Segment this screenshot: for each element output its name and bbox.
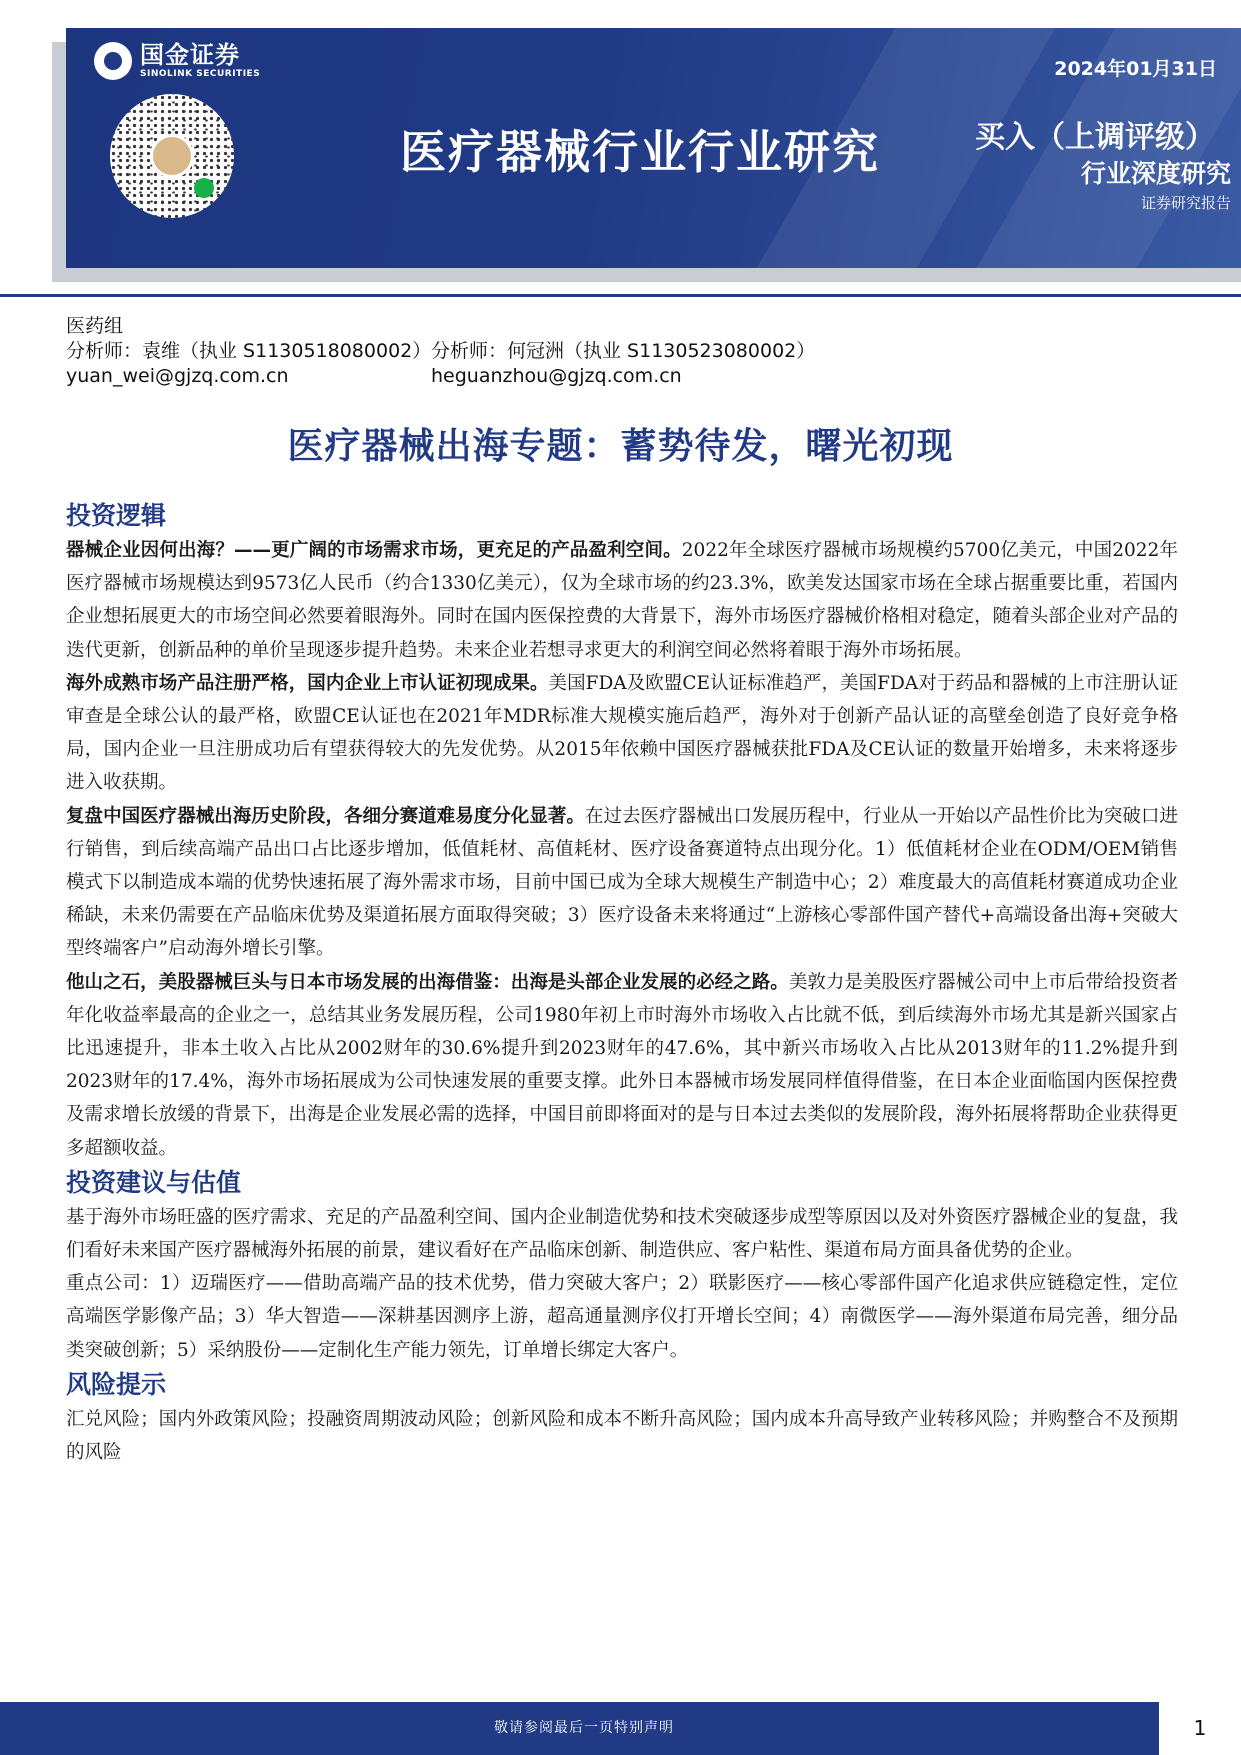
analyst-2: 分析师：何冠洲（执业 S1130523080002） (431, 340, 816, 362)
logic-paragraph-1 (66, 534, 1178, 667)
document-title: 医疗器械出海专题：蓄势待发，曙光初现 (287, 426, 954, 467)
header-divider (0, 294, 1241, 297)
logic-p2-body: 美国FDA及欧盟CE认证标准趋严，美国FDA对于药品和器械的上市注册认证审查是全球公认的最严格，欧盟CE认证也在2021年MDR标准大规模实施后趋严，海外对于创新产品认证的高壁垒创造了良好竞争格局，国内企业一旦注册成功后有望获得较大的先发优势。从2015年依赖中国医疗器械获批FDA及CE认证的数量开始增多，未来将逐步进入收获期。 (66, 672, 1178, 794)
page-number: 1 (1193, 1716, 1207, 1740)
risk-paragraph: 汇兑风险；国内外政策风险；投融资周期波动风险；创新风险和成本不断升高风险；国内成本升高导致产业转移风险；并购整合不及预期的风险 (66, 1408, 1178, 1464)
logo-mark-icon (94, 42, 132, 80)
industry-title: 医疗器械行业行业研究 (400, 125, 880, 179)
report-category: 证券研究报告 (1140, 194, 1231, 212)
logic-p3-body: 在过去医疗器械出口发展历程中，行业从一开始以产品性价比为突破口进行销售，到后续高端产品出口占比逐步增加，低值耗材、高值耗材、医疗设备赛道特点出现分化。1）低值耗材企业在ODM/OEM销售模式下以制造成本端的优势快速拓展了海外需求市场，目前中国已成为全球大规模生产制造中心；2）难度最大的高值耗材赛道成功企业稀缺，未来仍需要在产品临床优势及渠道拓展方面取得突破；3）医疗设备未来将通过“上游核心零部件国产替代+高端设备出海+突破大型终端客户”启动海外增长引擎。 (66, 805, 1178, 960)
logo-name-cn: 国金证券 (140, 41, 240, 69)
section-heading-advice: 投资建议与估值 (66, 1167, 242, 1197)
analyst-1: 分析师：袁维（执业 S1130518080002） (66, 340, 432, 362)
company-logo (94, 42, 260, 80)
rating-label: 买入（上调评级） (975, 120, 1215, 155)
report-date: 2024年01月31日 (1054, 58, 1217, 80)
team-name: 医药组 (66, 315, 124, 337)
logo-name-en: SINOLINK SECURITIES (140, 69, 261, 79)
logic-paragraph-3 (66, 800, 1178, 966)
logic-p4-lead: 他山之石，美股器械巨头与日本市场发展的出海借鉴：出海是头部企业发展的必经之路。 (66, 971, 789, 993)
logic-p3-lead: 复盘中国医疗器械出海历史阶段，各细分赛道难易度分化显著。 (66, 805, 585, 827)
advice-paragraph-1: 基于海外市场旺盛的医疗需求、充足的产品盈利空间、国内企业制造优势和技术突破逐步成型等原因以及对外资医疗器械企业的复盘，我们看好未来国产医疗器械海外拓展的前景，建议看好在产品临床创新、制造供应、客户粘性、渠道布局方面具备优势的企业。 (66, 1206, 1178, 1262)
logic-p1-lead: 器械企业因何出海？——更广阔的市场需求市场，更充足的产品盈利空间。 (66, 540, 682, 561)
logic-p2-lead: 海外成熟市场产品注册严格，国内企业上市认证初现成果。 (66, 672, 549, 694)
advice-paragraph-2: 重点公司：1）迈瑞医疗——借助高端产品的技术优势，借力突破大客户；2）联影医疗——核心零部件国产化追求供应链稳定性，定位高端医学影像产品；3）华大智造——深耕基因测序上游，超高通量测序仪打开增长空间；4）南微医学——海外渠道布局完善，细分品类突破创新；5）采纳股份——定制化生产能力领先，订单增长绑定大客户。 (66, 1273, 1178, 1361)
section-heading-risk: 风险提示 (66, 1369, 167, 1399)
page-footer (0, 1702, 1241, 1755)
section-heading-logic: 投资逻辑 (66, 501, 167, 530)
author-block (66, 314, 815, 389)
logic-p1-body: 2022年全球医疗器械市场规模约5700亿美元，中国2022年医疗器械市场规模达到9573亿人民币（约合1330亿美元），仅为全球市场的约23.3%，欧美发达国家市场在全球占据重要比重，若国内企业想拓展更大的市场空间必然要着眼海外。同时在国内医保控费的大背景下，海外市场医疗器械价格相对稳定，随着头部企业对产品的迭代更新，创新品种的单价呈现逐步提升趋势。未来企业若想寻求更大的利润空间必然将着眼于海外市场拓展。 (66, 540, 1178, 661)
logic-paragraph-2 (66, 667, 1178, 800)
report-type: 行业深度研究 (1080, 159, 1231, 188)
analyst-2-email[interactable]: heguanzhou@gjzq.com.cn (431, 365, 682, 387)
qr-code-icon (110, 94, 234, 218)
logic-paragraph-4 (66, 966, 1178, 1165)
logic-p4-body: 美敦力是美股医疗器械公司中上市后带给投资者年化收益率最高的企业之一，总结其业务发展历程，公司1980年初上市时海外市场收入占比就不低，到后续海外市场尤其是新兴国家占比迅速提升，非本土收入占比从2002财年的30.6%提升到2023财年的47.6%，其中新兴市场收入占比从2013财年的11.2%提升到2023财年的17.4%，海外市场拓展成为公司快速发展的重要支撑。此外日本器械市场发展同样值得借鉴，在日本企业面临国内医保控费及需求增长放缓的背景下，出海是企业发展必需的选择，中国目前即将面对的是与日本过去类似的发展阶段，海外拓展将帮助企业获得更多超额收益。 (66, 971, 1178, 1159)
analyst-1-email[interactable]: yuan_wei@gjzq.com.cn (66, 365, 289, 387)
report-banner (66, 28, 1241, 268)
disclaimer-note: 敬请参阅最后一页特别声明 (494, 1720, 674, 1736)
report-body (66, 498, 1178, 1469)
